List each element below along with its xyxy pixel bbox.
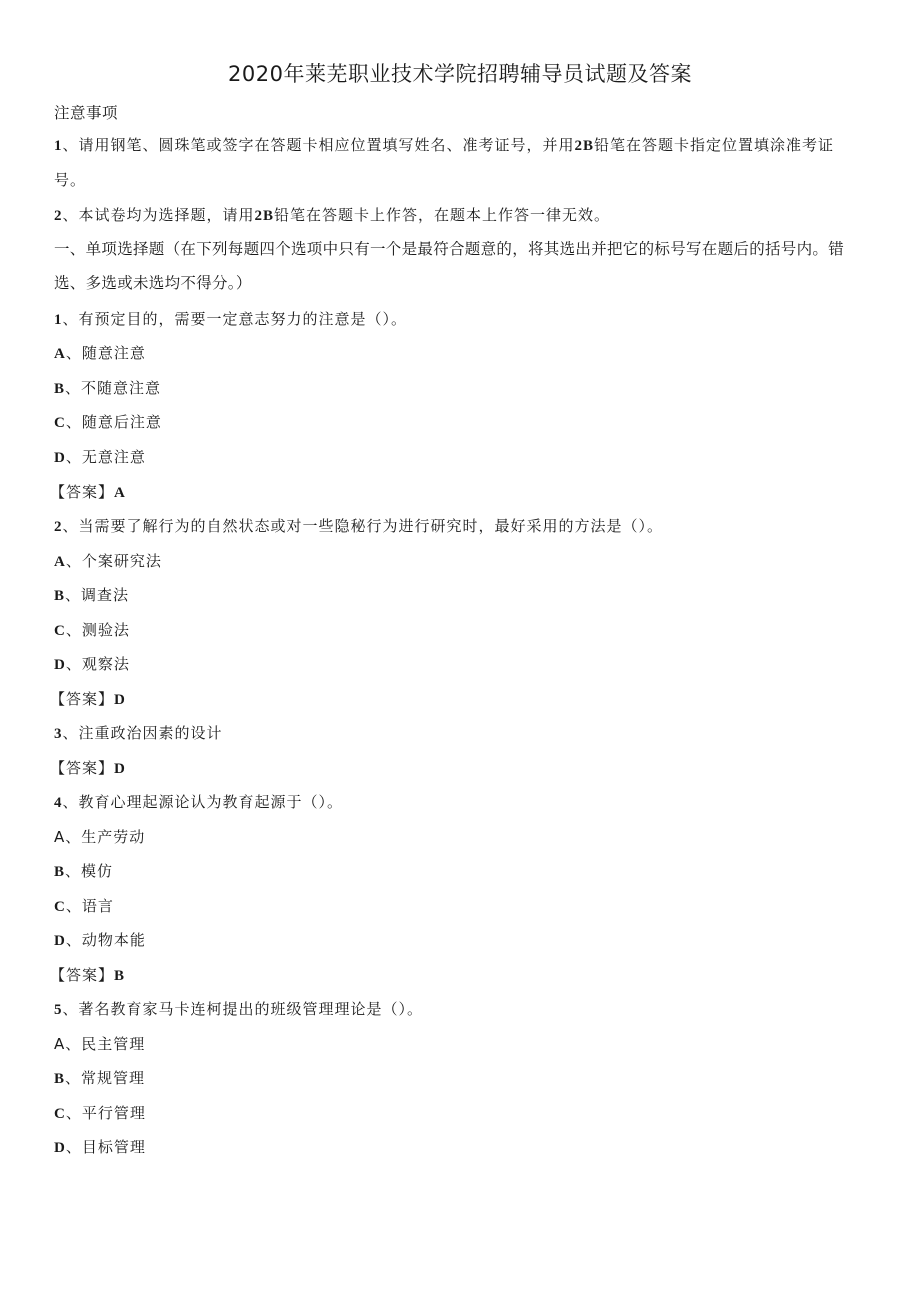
option-text: 、观察法 <box>65 655 130 673</box>
option-key: D <box>54 1140 66 1156</box>
option-text: 、个案研究法 <box>65 552 162 570</box>
option-a <box>54 550 860 571</box>
answer-label: 【答案】 <box>50 690 115 708</box>
option-key: D <box>54 657 66 673</box>
answer-label: 【答案】 <box>50 759 115 777</box>
option-key: C <box>54 415 66 431</box>
answer-value: A <box>114 485 126 501</box>
option-a <box>54 342 860 363</box>
option-d <box>54 653 860 674</box>
answer-line <box>50 688 856 709</box>
answer-value: D <box>114 692 126 708</box>
option-text: 、动物本能 <box>65 931 146 949</box>
option-text: 、生产劳动 <box>65 828 146 846</box>
answer-label: 【答案】 <box>50 966 115 984</box>
answer-line <box>50 757 856 778</box>
answer-line <box>50 481 856 502</box>
notice-item-rest: 铅笔在答题卡指定位置填涂准考证号。 <box>54 136 835 189</box>
option-b <box>54 584 860 605</box>
answer-value: B <box>114 968 126 984</box>
answer-value: D <box>114 761 126 777</box>
question-number: 1 <box>54 312 63 328</box>
notice-item-bold: 2B <box>574 138 595 154</box>
option-text: 、常规管理 <box>65 1069 146 1087</box>
notice-item-rest: 铅笔在答题卡上作答，在题本上作答一律无效。 <box>274 206 611 224</box>
option-text: 、平行管理 <box>65 1104 146 1122</box>
notice-item-bold: 2B <box>254 208 275 224</box>
question-text: 、当需要了解行为的自然状态或对一些隐秘行为进行研究时，最好采用的方法是（）。 <box>62 517 664 535</box>
option-key: C <box>54 623 66 639</box>
option-key: B <box>54 1071 66 1087</box>
option-key: A <box>54 554 66 570</box>
notice-item-text: 、请用钢笔、圆珠笔或签字在答题卡相应位置填写姓名、准考证号，并用 <box>62 136 575 154</box>
question-1 <box>54 308 860 329</box>
section-heading: 一、单项选择题（在下列每题四个选项中只有一个是最符合题意的，将其选出并把它的标号写在题后的括号内。错选、多选或未选均不得分。） <box>54 240 845 292</box>
question-5 <box>54 998 860 1019</box>
option-text: 、无意注意 <box>65 448 146 466</box>
answer-label: 【答案】 <box>50 483 115 501</box>
question-text: 、著名教育家马卡连柯提出的班级管理理论是（）。 <box>62 1000 424 1018</box>
option-key: D <box>54 450 66 466</box>
notice-item-2 <box>54 204 860 225</box>
option-key: B <box>54 588 66 604</box>
notice-item-text: 、本试卷均为选择题，请用 <box>62 206 255 224</box>
question-number: 3 <box>54 726 63 742</box>
option-key: A <box>54 1035 66 1053</box>
option-text: 、测验法 <box>65 621 130 639</box>
option-text: 、随意注意 <box>65 344 146 362</box>
option-a <box>54 826 860 847</box>
option-c <box>54 411 860 432</box>
option-d <box>54 929 860 950</box>
notice-heading: 注意事项 <box>54 104 119 122</box>
option-key: B <box>54 381 66 397</box>
question-number: 5 <box>54 1002 63 1018</box>
option-text: 、模仿 <box>65 862 114 880</box>
option-c <box>54 1102 860 1123</box>
option-text: 、不随意注意 <box>65 379 162 397</box>
option-b <box>54 860 860 881</box>
option-text: 、目标管理 <box>65 1138 146 1156</box>
option-text: 、调查法 <box>65 586 130 604</box>
question-2 <box>54 515 860 536</box>
question-number: 4 <box>54 795 63 811</box>
option-d <box>54 1136 860 1157</box>
question-number: 2 <box>54 519 63 535</box>
question-4 <box>54 791 860 812</box>
question-text: 、有预定目的，需要一定意志努力的注意是（）。 <box>62 310 408 328</box>
option-key: A <box>54 346 66 362</box>
notice-item-number: 2 <box>54 208 63 224</box>
option-b <box>54 377 860 398</box>
question-text: 、教育心理起源论认为教育起源于（）。 <box>62 793 344 811</box>
answer-line <box>50 964 856 985</box>
option-text: 、语言 <box>65 897 114 915</box>
document-title: 2020年莱芜职业技术学院招聘辅导员试题及答案 <box>228 62 692 86</box>
notice-item-number: 1 <box>54 138 63 154</box>
option-key: C <box>54 899 66 915</box>
question-3 <box>54 722 860 743</box>
option-d <box>54 446 860 467</box>
question-text: 、注重政治因素的设计 <box>62 724 223 742</box>
option-c <box>54 619 860 640</box>
option-key: D <box>54 933 66 949</box>
option-a <box>54 1033 860 1054</box>
option-text: 、民主管理 <box>65 1035 146 1053</box>
notice-item-1 <box>54 128 860 197</box>
option-key: C <box>54 1106 66 1122</box>
option-b <box>54 1067 860 1088</box>
option-text: 、随意后注意 <box>65 413 162 431</box>
option-key: A <box>54 828 66 846</box>
option-key: B <box>54 864 66 880</box>
option-c <box>54 895 860 916</box>
